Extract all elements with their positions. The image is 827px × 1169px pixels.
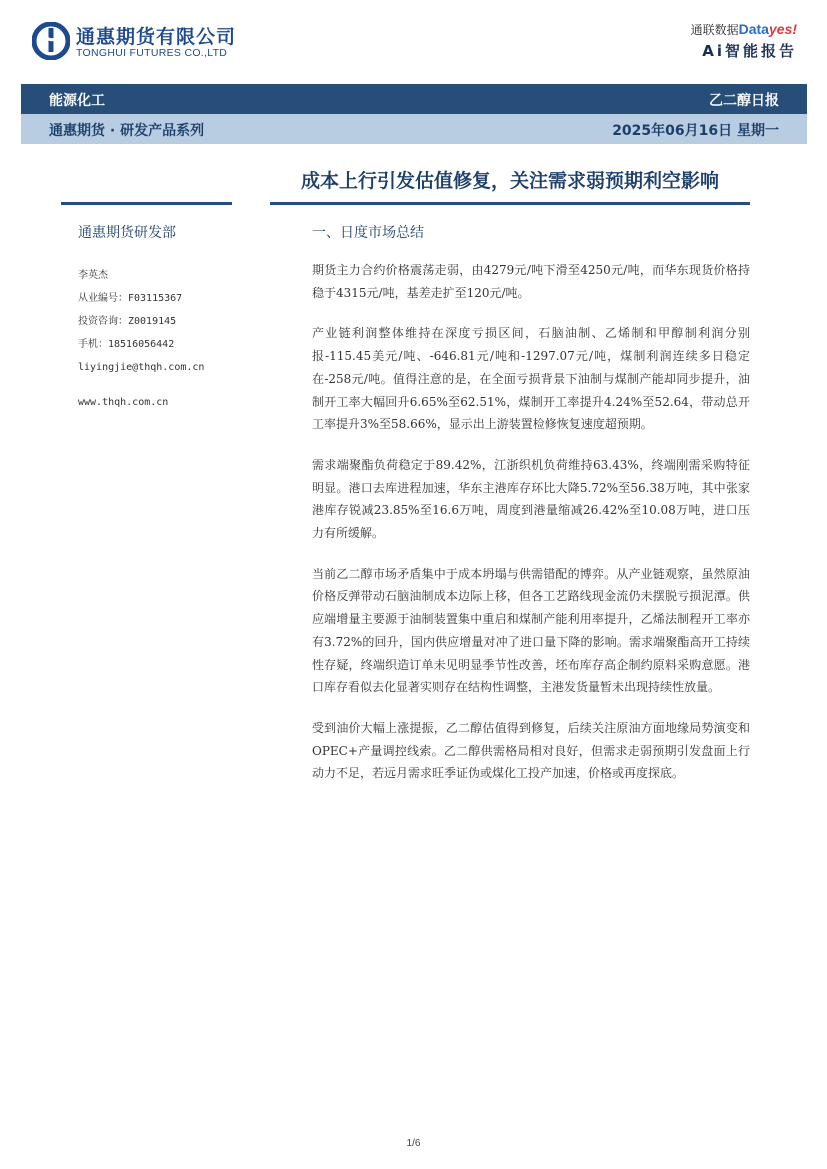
author-sidebar — [78, 222, 258, 408]
website-link[interactable]: www.thqh.com.cn — [78, 397, 169, 408]
header-band-primary — [21, 84, 807, 114]
consult-number: 投资咨询：Z0019145 — [78, 316, 177, 327]
ai-report-label: Ai智能报告 — [702, 42, 797, 60]
sidebar-divider — [61, 202, 232, 205]
brand-yes: yes! — [768, 21, 797, 37]
paragraph: 当前乙二醇市场矛盾集中于成本坍塌与供需错配的博弈。从产业链观察，虽然原油价格反弹带动石脑油制成本边际上移，但各工艺路线现金流仍未摆脱亏损泥潭。供应端增量主要源于油制装置集中重启和煤制产能利用率提升，乙烯法制程开工率亦有3.72%的回升，国内供应增量对冲了进口量下降的影响。需求端聚酯高开工持续性存疑，终端织造订单未见明显季节性改善，坯布库存高企制约原料采购意愿。港口库存看似去化显著实则存在结构性调整，主港发货量暂未出现持续性放量。 — [312, 566, 750, 695]
brand-prefix: 通联数据 — [690, 23, 739, 37]
email-address[interactable]: liyingjie@thqh.com.cn — [78, 362, 205, 373]
phone-number: 手机：18516056442 — [78, 339, 175, 350]
company-name-en: TONGHUI FUTURES CO.,LTD — [76, 47, 228, 59]
report-type-label: 乙二醇日报 — [709, 93, 779, 109]
header-band-secondary — [21, 114, 807, 144]
report-body — [312, 222, 750, 803]
section-title: 一、日度市场总结 — [312, 225, 424, 241]
department-name: 通惠期货研发部 — [78, 225, 176, 241]
analyst-name: 李英杰 — [78, 270, 108, 281]
datayes-brand — [691, 21, 797, 38]
page-number: 1/6 — [406, 1138, 421, 1149]
paragraph: 受到油价大幅上涨提振，乙二醇估值得到修复，后续关注原油方面地缘局势演变和OPEC+产量调控线索。乙二醇供需格局相对良好，但需求走弱预期引发盘面上行动力不足，若远月需求旺季证伪或煤化工投产加速，价格或再度探底。 — [312, 720, 750, 781]
report-title: 成本上行引发估值修复，关注需求弱预期利空影响 — [300, 170, 719, 192]
report-date: 2025年06月16日 星期一 — [612, 123, 779, 139]
license-number: 从业编号：F03115367 — [78, 293, 183, 304]
brand-data: Data — [738, 21, 769, 37]
paragraph: 需求端聚酯负荷稳定于89.42%，江浙织机负荷维持63.43%，终端刚需采购特征明显。港口去库进程加速，华东主港库存环比大降5.72%至56.38万吨，其中张家港库存锐减23.85%至16.6万吨，周度到港量缩减26.42%至10.08万吨，进口压力有所缓解。 — [312, 457, 750, 541]
company-logo-icon — [32, 22, 70, 60]
company-name-cn: 通惠期货有限公司 — [76, 27, 237, 48]
series-label: 通惠期货 · 研发产品系列 — [49, 123, 205, 139]
paragraph: 期货主力合约价格震荡走弱，由4279元/吨下滑至4250元/吨，而华东现货价格持稳于4315元/吨，基差走扩至120元/吨。 — [312, 263, 750, 300]
paragraph: 产业链利润整体维持在深度亏损区间，石脑油制、乙烯制和甲醇制利润分别报-115.45美元/吨、-646.81元/吨和-1297.07元/吨，煤制利润连续多日稳定在-258元/吨。值得注意的是，在全面亏损背景下油制与煤制产能却同步提升，油制开工率大幅回升6.65%至62.51%，煤制开工率提升4.24%至52.64，带动总开工率提升3%至58.66%，显示出上游装置检修恢复速度超预期。 — [312, 326, 750, 432]
company-logo — [32, 20, 237, 66]
title-divider — [270, 202, 750, 205]
sector-label: 能源化工 — [49, 93, 105, 109]
